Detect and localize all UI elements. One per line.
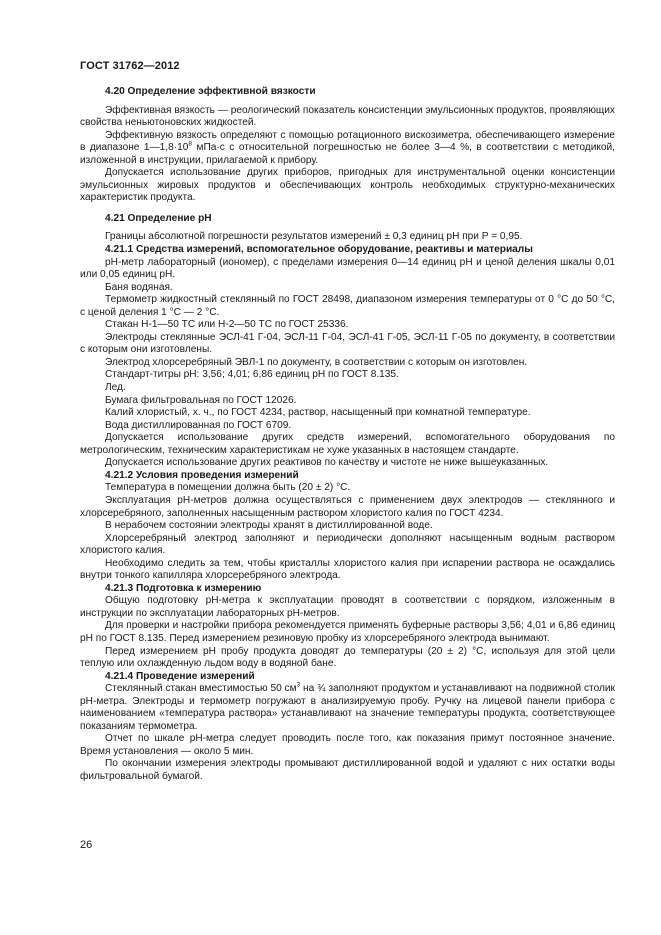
section-4-21-2-title: 4.21.2 Условия проведения измерений — [105, 469, 299, 481]
s421-4-p1-superscript: 3 — [296, 681, 301, 689]
s421-1-item: Допускается использование других средств измерений, вспомогательного оборудования по метрологическим, техническим характеристикам не хуже указанных в настоящем стандарте. — [80, 432, 615, 456]
section-4-21-4-title: 4.21.4 Проведение измерений — [105, 670, 255, 682]
s421-4-p1-text-a: Стеклянный стакан вместимостью 50 см — [105, 683, 297, 695]
s421-4-paragraph: По окончании измерения электроды промывают дистиллированной водой и удаляют с них остатки воды фильтровальной бумагой. — [80, 758, 615, 782]
s421-3-paragraph: Перед измерением pH пробу продукта доводят до температуры (20 ± 2) °С, используя для этой цели теплую или охлажденную льдом воду в водяной бане. — [80, 645, 615, 670]
s421-1-item: Электроды стеклянные ЭСЛ-41 Г-04, ЭСЛ-11 Г-04, ЭСЛ-41 Г-05, ЭСЛ-11 Г-05 по документу, в соответствии с которым они изготовлены. — [80, 331, 615, 356]
s421-1-item: Термометр жидкостный стеклянный по ГОСТ 28498, диапазоном измерения температуры от 0 °С до 50 °С, с ценой деления 1 °С — 2 °С. — [80, 294, 615, 318]
s421-4-paragraph: Отчет по шкале pH-метра следует проводить после того, как показания примут постоянное значение. Время установления — около 5 мин. — [80, 733, 615, 757]
s421-1-item: Стандарт-титры pH: 3,56; 4,01; 6,86 единиц pH по ГОСТ 8.135. — [105, 369, 399, 381]
s421-3-paragraph: Общую подготовку pH-метра к эксплуатации проводят в соответствии с порядком, изложенным в инструкции по эксплуатации лабораторных pH-метров. — [80, 595, 615, 619]
s421-1-item: Баня водяная. — [105, 281, 173, 293]
s421-1-item: Калий хлористый, х. ч., по ГОСТ 4234, раствор, насыщенный при комнатной температуре. — [105, 407, 531, 419]
s421-2-paragraph: Хлорсеребряный электрод заполняют и периодически дополняют насыщенным водным раствором хлористого калия. — [80, 532, 615, 557]
page-number: 26 — [80, 839, 93, 851]
s421-1-item: Электрод хлорсеребряный ЭВЛ-1 по документу, в соответствии с которым он изготовлен. — [105, 356, 528, 368]
s421-2-paragraph: Необходимо следить за тем, чтобы кристаллы хлористого калия при испарении раствора не осаждались внутри тонкого капилляра хлорсеребряного электрода. — [80, 557, 615, 582]
s420-paragraph-3: Допускается использование других приборов, пригодных для инструментальной оценки консистенции эмульсионных жировых продуктов и обеспечивающих контроль необходимых структурно-механических характеристик продукта. — [80, 167, 615, 204]
s421-1-item: Стакан Н-1—50 ТС или Н-2—50 ТС по ГОСТ 25336. — [105, 319, 349, 331]
s421-2-paragraph: Температура в помещении должна быть (20 ± 2) °С. — [105, 482, 351, 494]
s420-p2-text-a: Эффективную вязкость определяют с помощью ротационного вискозиметра, обеспечивающего измерение в диапазоне 1—1,8·10 — [80, 129, 615, 154]
s421-1-item: Допускается использование других реактивов по качеству и чистоте не ниже вышеуказанных. — [105, 457, 549, 469]
document-header: ГОСТ 31762—2012 — [80, 60, 180, 72]
s420-p2-superscript: 8 — [188, 140, 193, 148]
s421-4-p1-text-b: на ¾ заполняют продуктом и устанавливают на подвижной столик pH-метра. Электроды и термометр погружают в анализируемую пробу. Ручку на лицевой панели прибора с наименованием «температура раствора» устанавливают на значение температуры продукта, соответствующее показаниям термометра. — [80, 683, 615, 732]
s421-1-item: Лед. — [105, 382, 126, 394]
s421-2-paragraph: В нерабочем состоянии электроды хранят в дистиллированной воде. — [105, 520, 433, 532]
s421-3-paragraph: Для проверки и настройки прибора рекомендуется применять буферные растворы 3,56; 4,01 и 6,86 единиц pH по ГОСТ 8.135. Перед измерением резиновую пробку из хлорсеребряного электрода вынимают. — [80, 620, 615, 644]
s421-4-paragraph-1 — [80, 683, 615, 733]
section-4-21-1-title: 4.21.1 Средства измерений, вспомогательное оборудование, реактивы и материалы — [105, 244, 533, 256]
s421-paragraph-1: Границы абсолютной погрешности результатов измерений ± 0,3 единиц pH при P = 0,95. — [105, 231, 523, 243]
s421-1-item: Вода дистиллированная по ГОСТ 6709. — [105, 419, 292, 431]
s420-paragraph-1: Эффективная вязкость — реологический показатель консистенции эмульсионных продуктов, проявляющих свойства неньютоновских жидкостей. — [80, 104, 615, 129]
section-4-21-title: 4.21 Определение pH — [105, 212, 212, 224]
s421-2-paragraph: Эксплуатация pH-метров должна осуществляться с применением двух электродов — стеклянного и хлорсеребряного, заполненных насыщенным раствором хлористого калия по ГОСТ 4234. — [80, 494, 615, 519]
s420-p2-text-b: мПа·с с относительной погрешностью не более 3—4 %, в соответствии с методикой, изложенной в инструкции, прилагаемой к прибору. — [80, 142, 615, 166]
s420-paragraph-2 — [80, 130, 615, 168]
s421-1-item: Бумага фильтровальная по ГОСТ 12026. — [105, 394, 297, 406]
section-4-21-3-title: 4.21.3 Подготовка к измерению — [105, 582, 262, 594]
document-body — [80, 86, 615, 784]
s421-1-item: pH-метр лабораторный (иономер), с пределами измерения 0—14 единиц pH и ценой деления шкалы 0,01 или 0,05 единиц pH. — [80, 256, 615, 281]
section-4-20-title: 4.20 Определение эффективной вязкости — [105, 86, 316, 97]
